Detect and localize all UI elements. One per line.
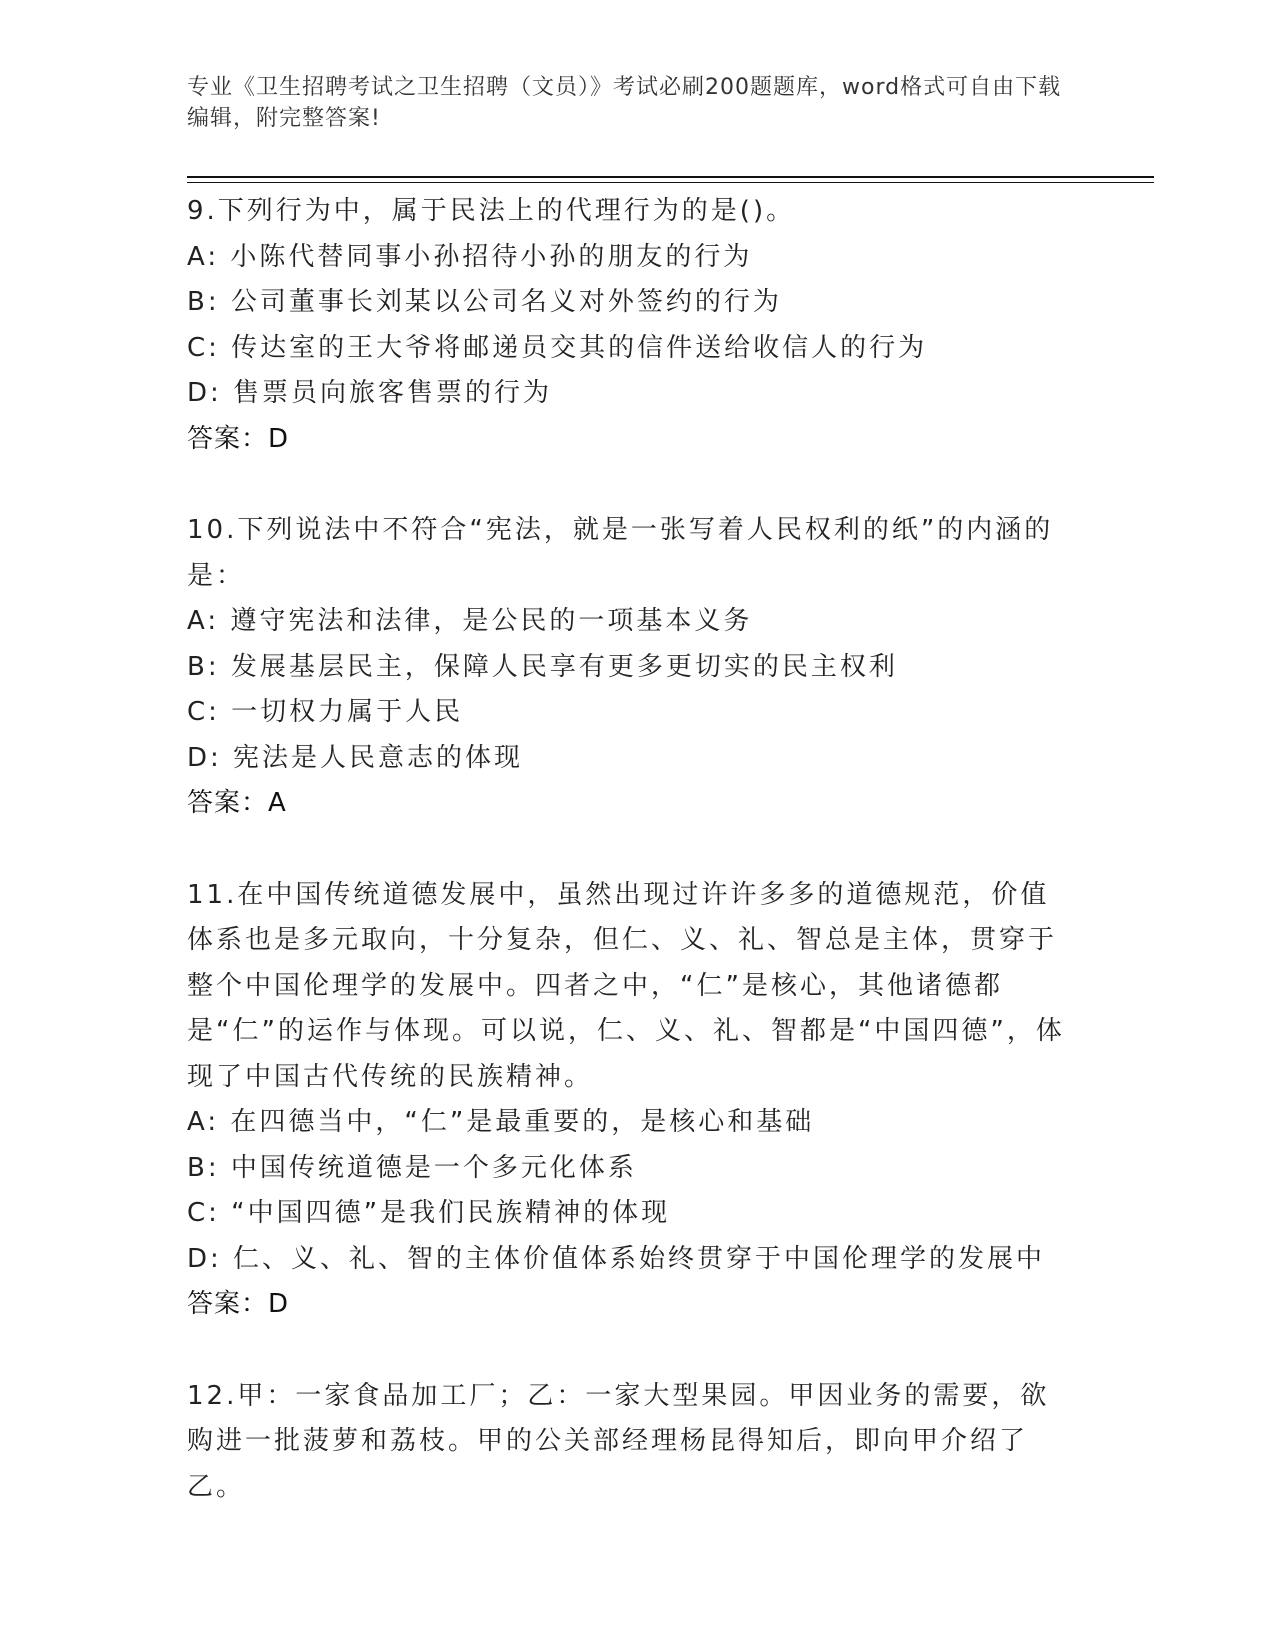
option-c: C: 一切权力属于人民 — [187, 697, 464, 727]
question-list — [187, 189, 1077, 1510]
question-stem: 10.下列说法中不符合“宪法，就是一张写着人民权利的纸”的内涵的是： — [187, 515, 1054, 591]
header-divider-thin — [187, 182, 1154, 183]
option-b: B: 中国传统道德是一个多元化体系 — [187, 1152, 637, 1183]
option-d: D: 仁、义、礼、智的主体价值体系始终贯穿于中国伦理学的发展中 — [187, 1243, 1046, 1274]
header-divider-thick — [187, 176, 1154, 178]
question-stem: 12.甲：一家食品加工厂；乙：一家大型果园。甲因业务的需要，欲购进一批菠萝和荔枝。甲的公关部经理杨昆得知后，即向甲介绍了乙。 — [187, 1380, 1050, 1502]
question-stem: 11.在中国传统道德发展中，虽然出现过许许多多的道德规范，价值体系也是多元取向，十分复杂，但仁、义、礼、智总是主体，贯穿于整个中国伦理学的发展中。四者之中，“仁”是核心，其他诸德都是“仁”的运作与体现。可以说，仁、义、礼、智都是“中国四德”，体现了中国古代传统的民族精神。 — [187, 879, 1065, 1092]
option-a: A: 遵守宪法和法律，是公民的一项基本义务 — [187, 606, 753, 636]
option-b: B: 发展基层民主，保障人民享有更多更切实的民主权利 — [187, 651, 898, 682]
question-12 — [187, 1374, 1077, 1511]
answer: 答案：A — [187, 788, 287, 818]
question-spacer — [187, 827, 1077, 873]
document-header — [187, 72, 1067, 134]
question-spacer — [187, 1328, 1077, 1374]
question-11 — [187, 873, 1077, 1328]
option-a: A: 在四德当中，“仁”是最重要的，是核心和基础 — [187, 1107, 815, 1137]
option-d: D: 宪法是人民意志的体现 — [187, 742, 524, 773]
answer: 答案：D — [187, 423, 290, 454]
option-c: C: “中国四德”是我们民族精神的体现 — [187, 1198, 671, 1228]
question-9 — [187, 189, 1077, 462]
answer: 答案：D — [187, 1289, 290, 1319]
question-spacer — [187, 462, 1077, 508]
question-10 — [187, 508, 1077, 827]
option-d: D: 售票员向旅客售票的行为 — [187, 378, 553, 408]
option-c: C: 传达室的王大爷将邮递员交其的信件送给收信人的行为 — [187, 332, 928, 363]
header-text: 专业《卫生招聘考试之卫生招聘（文员）》考试必刷200题题库，word格式可自由下载编辑，附完整答案! — [187, 75, 1062, 131]
option-a: A: 小陈代替同事小孙招待小孙的朋友的行为 — [187, 241, 753, 272]
question-stem: 9.下列行为中，属于民法上的代理行为的是()。 — [187, 196, 796, 226]
option-b: B: 公司董事长刘某以公司名义对外签约的行为 — [187, 287, 782, 317]
